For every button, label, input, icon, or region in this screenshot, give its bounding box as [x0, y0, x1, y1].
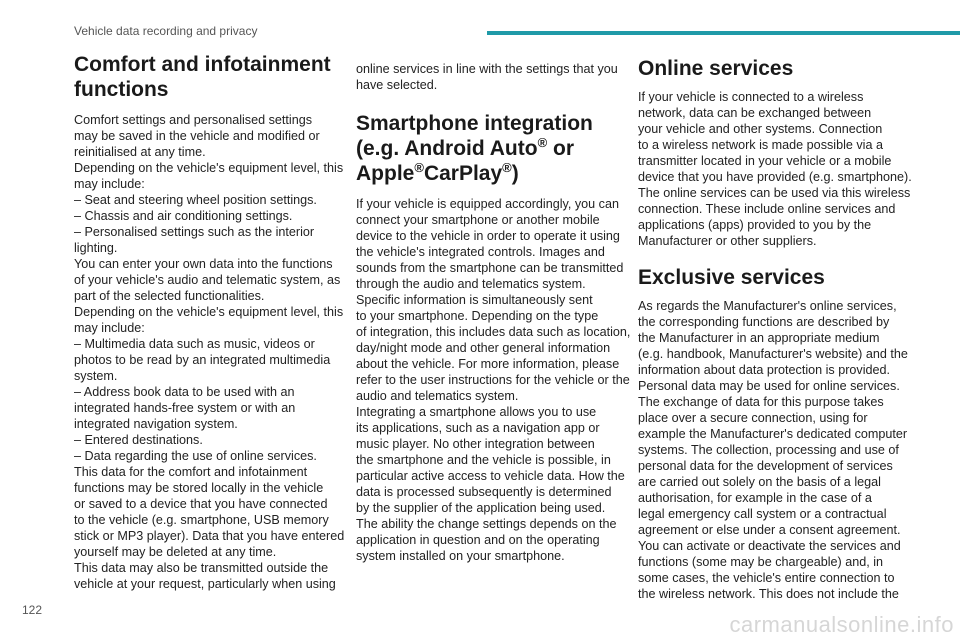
text-line: Personal data may be used for online services.: [638, 379, 900, 393]
text-line: the smartphone and the vehicle is possible, in: [356, 453, 611, 467]
text-line: – Address book data to be used with an: [74, 385, 295, 399]
text-line: some cases, the vehicle's entire connection to: [638, 571, 895, 585]
column-2: [356, 61, 631, 564]
text-line: to the vehicle (e.g. smartphone, USB memory: [74, 513, 329, 527]
text-line: have selected.: [356, 78, 438, 92]
text-line: functions (some may be chargeable) and, in: [638, 555, 884, 569]
text-line: This data for the comfort and infotainment: [74, 465, 308, 479]
text-line: may be saved in the vehicle and modified or: [74, 129, 320, 143]
text-line: Specific information is simultaneously sent: [356, 293, 593, 307]
text-line: the Manufacturer in an appropriate medium: [638, 331, 880, 345]
text-line: vehicle at your request, particularly when using: [74, 577, 336, 591]
text-line: Comfort settings and personalised settings: [74, 113, 313, 127]
text-line: sounds from the smartphone can be transmitted: [356, 261, 624, 275]
text-line: or saved to a device that you have connected: [74, 497, 328, 511]
text-line: Depending on the vehicle's equipment level, this: [74, 305, 344, 319]
text-line: applications (apps) provided to you by the: [638, 218, 872, 232]
registered-mark: ®: [502, 160, 512, 175]
text-line: Integrating a smartphone allows you to use: [356, 405, 597, 419]
text-line: device to the vehicle in order to operate it using: [356, 229, 620, 243]
heading-line: Apple: [356, 162, 415, 185]
registered-mark: ®: [537, 135, 548, 150]
text-line: If your vehicle is equipped accordingly, you can: [356, 197, 619, 211]
text-line: – Personalised settings such as the interior: [74, 225, 315, 239]
body-text: [638, 89, 912, 249]
body-text: [74, 112, 344, 592]
heading-line: Smartphone integration: [356, 112, 593, 135]
watermark: carmanualsonline.info: [729, 612, 954, 637]
header-accent-bar: [487, 31, 960, 35]
text-line: As regards the Manufacturer's online services,: [638, 299, 897, 313]
text-line: reinitialised at any time.: [74, 145, 206, 159]
text-line: to a wireless network is made possible via a: [638, 138, 883, 152]
text-line: system installed on your smartphone.: [356, 549, 565, 563]
text-line: device that you have provided (e.g. smartphone).: [638, 170, 912, 184]
text-line: the vehicle's integrated controls. Images and: [356, 245, 605, 259]
text-line: (e.g. handbook, Manufacturer's website) and the: [638, 347, 908, 361]
text-line: audio and telematics system.: [356, 389, 519, 403]
text-line: particular active access to vehicle data. How the: [356, 469, 625, 483]
text-line: – Seat and steering wheel position settings.: [74, 193, 317, 207]
text-line: The exchange of data for this purpose takes: [638, 395, 884, 409]
text-line: – Multimedia data such as music, videos or: [74, 337, 315, 351]
heading-line: CarPlay: [423, 162, 503, 185]
text-line: online services in line with the settings that you: [356, 62, 618, 76]
text-line: systems. The collection, processing and use of: [638, 443, 899, 457]
text-line: information about data protection is provided.: [638, 363, 891, 377]
text-line: integrated hands-free system or with an: [74, 401, 296, 415]
text-line: agreement or else under a consent agreement.: [638, 523, 901, 537]
text-line: to your smartphone. Depending on the type: [356, 309, 599, 323]
heading-line: or: [547, 137, 575, 160]
section-title: Vehicle data recording and privacy: [74, 24, 258, 38]
heading-exclusive-services: Exclusive services: [638, 266, 825, 289]
body-text-continued: [356, 61, 626, 93]
text-line: – Chassis and air conditioning settings.: [74, 209, 293, 223]
text-line: – Entered destinations.: [74, 433, 203, 447]
text-line: are carried out solely on the basis of a legal: [638, 475, 881, 489]
text-line: application in question and on the operating: [356, 533, 600, 547]
heading-line: functions: [74, 78, 169, 101]
text-line: authorisation, for example in the case of a: [638, 491, 872, 505]
text-line: integrated navigation system.: [74, 417, 238, 431]
heading-smartphone-integration: [356, 111, 626, 186]
text-line: This data may also be transmitted outside the: [74, 561, 329, 575]
registered-mark: ®: [414, 160, 424, 175]
text-line: by the supplier of the application being used.: [356, 501, 606, 515]
text-line: yourself may be deleted at any time.: [74, 545, 277, 559]
text-line: may include:: [74, 177, 145, 191]
text-line: legal emergency call system or a contractual: [638, 507, 887, 521]
page-header: [0, 0, 960, 40]
text-line: day/night mode and other general information: [356, 341, 611, 355]
heading-line: (e.g. Android Auto: [356, 137, 538, 160]
text-line: The ability the change settings depends on the: [356, 517, 617, 531]
text-line: place over a secure connection, using for: [638, 411, 868, 425]
text-line: photos to be read by an integrated multimedia: [74, 353, 331, 367]
text-line: If your vehicle is connected to a wireless: [638, 90, 864, 104]
text-line: through the audio and telematics system.: [356, 277, 586, 291]
text-line: its applications, such as a navigation app or: [356, 421, 600, 435]
text-line: about the vehicle. For more information, please: [356, 357, 620, 371]
text-line: stick or MP3 player). Data that you have entered: [74, 529, 345, 543]
heading-line: Comfort and infotainment: [74, 53, 331, 76]
text-line: personal data for the development of services: [638, 459, 893, 473]
body-text: [638, 298, 908, 602]
text-line: functions may be stored locally in the vehicle: [74, 481, 324, 495]
text-line: connect your smartphone or another mobile: [356, 213, 600, 227]
text-line: the corresponding functions are described by: [638, 315, 890, 329]
heading-online-services: Online services: [638, 57, 794, 80]
text-line: system.: [74, 369, 118, 383]
text-line: may include:: [74, 321, 145, 335]
text-line: example the Manufacturer's dedicated computer: [638, 427, 908, 441]
page-number: 122: [22, 603, 43, 617]
text-line: connection. These include online services and: [638, 202, 896, 216]
text-line: of integration, this includes data such as location,: [356, 325, 631, 339]
body-text: [356, 196, 631, 564]
text-line: transmitter located in your vehicle or a mobile: [638, 154, 892, 168]
column-1: [74, 52, 344, 592]
text-line: part of the selected functionalities.: [74, 289, 265, 303]
text-line: The online services can be used via this wireless: [638, 186, 911, 200]
text-line: You can enter your own data into the functions: [74, 257, 333, 271]
text-line: data is processed subsequently is determined: [356, 485, 612, 499]
text-line: music player. No other integration between: [356, 437, 595, 451]
text-line: refer to the user instructions for the vehicle or the: [356, 373, 630, 387]
text-line: lighting.: [74, 241, 118, 255]
heading-comfort-infotainment: [74, 52, 344, 102]
text-line: the wireless network. This does not include the: [638, 587, 899, 601]
text-line: Depending on the vehicle's equipment level, this: [74, 161, 344, 175]
text-line: You can activate or deactivate the services and: [638, 539, 901, 553]
text-line: network, data can be exchanged between: [638, 106, 872, 120]
text-line: your vehicle and other systems. Connection: [638, 122, 883, 136]
text-line: – Data regarding the use of online services.: [74, 449, 317, 463]
text-line: of your vehicle's audio and telematic system, as: [74, 273, 341, 287]
column-3: [638, 56, 912, 602]
heading-line: ): [511, 162, 519, 185]
text-line: Manufacturer or other suppliers.: [638, 234, 817, 248]
